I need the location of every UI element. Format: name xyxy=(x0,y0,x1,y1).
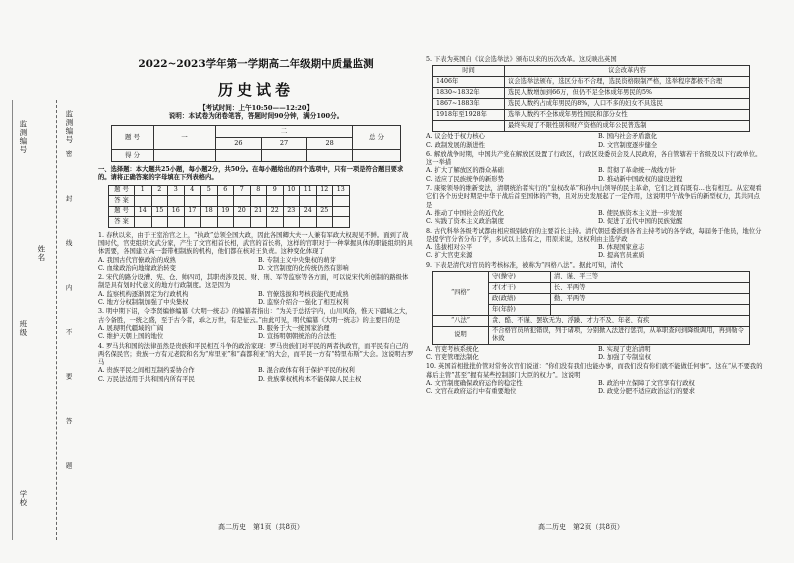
t5-content-cell: 选举人数约不全体成年男性国民和部分女性 xyxy=(505,110,750,121)
q1-option-d: D. 文官制度的化传统仍然有影响 xyxy=(258,264,349,272)
q10-options xyxy=(426,380,766,397)
t9-r0-c2: 清、谨、平三等 xyxy=(551,272,750,283)
score-sec2: 二 xyxy=(216,126,353,138)
question-4: 4. 罗马共和国的法律虽然是贵族和平民相互斗争的政治家现：罗马贵族们对平民的两者执政官，而平民有自己的两名保民官；贵族一方有元老院和名为“库里亚”和“森都利亚”的大会，而平民一方有“特里布斯”大会。这说明古罗马 xyxy=(98,342,414,367)
page-2-footer: 高二历史 第2页（共8页） xyxy=(538,523,624,531)
question-number-cell: 21 xyxy=(250,206,267,217)
score-q27: 27 xyxy=(261,138,307,150)
exam-subject-title: 历史试卷 xyxy=(217,80,294,99)
score-total: 总 分 xyxy=(353,126,401,150)
question-number-cell: 22 xyxy=(267,206,284,217)
answer-cell[interactable] xyxy=(135,196,152,207)
page-1-footer: 高二历史 第1页（共8页） xyxy=(218,523,304,531)
q2-options xyxy=(98,291,414,308)
q9-option-a: A. 官吏考核系统化 xyxy=(426,345,479,353)
t5-time-cell: 1867~1883年 xyxy=(433,99,505,110)
q7-option-d: D. 促进了近代中国的民族觉醒 xyxy=(598,218,683,226)
answer-cell[interactable] xyxy=(168,217,185,228)
q1-options xyxy=(98,257,414,274)
question-2: 2. 宋代的路分设漕、宪、仓、帅四司，其职责涉及民、财、刑、军等监察等各方面，可以说宋代所创制的路级体制是具有划时代意义的地方行政制度。这是因为 xyxy=(98,274,409,290)
q9-option-d: D. 加强了专制皇权 xyxy=(598,353,651,361)
q5-option-d: D. 文官制度逐步健全 xyxy=(598,141,658,149)
answer-grid-row-label: 答 案 xyxy=(109,196,135,207)
school-label: 学校 xyxy=(18,490,28,507)
q4-option-b: B. 混合政体有利于保护平民的权利 xyxy=(258,367,355,375)
answer-cell[interactable] xyxy=(234,196,251,207)
q3-option-a: A. 展现明代疆域的广阔 xyxy=(98,324,164,332)
score-table xyxy=(111,125,401,162)
binding-margin xyxy=(0,0,92,563)
q10-option-a: A. 文官制度确保政府运作的稳定性 xyxy=(426,379,523,387)
answer-cell[interactable] xyxy=(217,217,234,228)
t9-r3-c1: 年(年龄) xyxy=(489,305,551,316)
t9-r1-c2: 长、平两等 xyxy=(551,283,750,294)
q1-option-b: B. 专制主义中央集权的萌芽 xyxy=(258,256,336,264)
answer-cell[interactable] xyxy=(316,196,333,207)
q9-table xyxy=(432,271,750,345)
t9-r3-c2 xyxy=(551,305,750,316)
t5-row xyxy=(433,110,750,121)
t5-head-time: 时间 xyxy=(433,66,505,77)
question-number-cell: 1 xyxy=(135,185,152,196)
t9-note-label: 说明 xyxy=(433,327,489,345)
q7-option-b: B. 使民族资本主义进一步发展 xyxy=(598,209,683,217)
score-cell[interactable] xyxy=(216,150,262,162)
answer-cell[interactable] xyxy=(283,217,300,228)
t5-content-cell: 选民人数约占成年男民的8%，人口不多的妇女不具选民 xyxy=(505,99,750,110)
answer-grid-row xyxy=(109,196,350,207)
question-10: 10. 英国首相批批价管对常务次官们说道：“你们没有我们也能办事，而我们没有你们就不能做任何事”。这在“从不要我的幕后主管”甚至“握有某些控制部门大臣的权力”。这说明 xyxy=(426,363,763,379)
q9-options xyxy=(426,346,766,363)
question-number-cell: 13 xyxy=(333,185,350,196)
answer-cell[interactable] xyxy=(135,217,152,228)
q8-option-d: D. 提高官员素质 xyxy=(598,252,645,260)
answer-cell[interactable] xyxy=(267,217,284,228)
answer-grid-row-label: 题 号 xyxy=(109,185,135,196)
answer-grid-row xyxy=(109,185,350,196)
answer-cell[interactable] xyxy=(333,196,350,207)
q1-option-a: A. 我国古代官僚政治的成熟 xyxy=(98,256,176,264)
question-number-cell: 25 xyxy=(316,206,333,217)
question-5: 5. 下表为英国自《议会选举法》颁布以来的历次改革。这反映出英国 xyxy=(426,56,617,63)
question-number-cell: 20 xyxy=(234,206,251,217)
t5-row xyxy=(433,77,750,88)
answer-cell[interactable] xyxy=(184,217,201,228)
answer-grid-row xyxy=(109,206,350,217)
class-label: 班级 xyxy=(18,320,28,337)
score-cell[interactable] xyxy=(261,150,307,162)
q6-option-c: C. 适应了民族统争的新形势 xyxy=(426,175,504,183)
t5-content-cell: 最终实现了不限性别和财产资格的成年公民普选制 xyxy=(505,121,750,132)
question-number-cell: 15 xyxy=(151,206,168,217)
answer-cell[interactable] xyxy=(316,217,333,228)
question-number-cell: 10 xyxy=(283,185,300,196)
q7-option-c: C. 实践了资本主义政治制度 xyxy=(426,218,504,226)
question-number-cell: 11 xyxy=(300,185,317,196)
t9-note-content: 不合格官员所犯错误，列于诸项，分别掀入法进行惩罚，从革职查问到降级调用，再到勒令休致 xyxy=(489,327,750,345)
t9-eight-methods: “八法” xyxy=(433,316,489,327)
answer-grid-row xyxy=(109,217,350,228)
exam-no-label: 监测编号 xyxy=(64,110,74,144)
t5-content-cell: 选民人数增加到66万，但仍不足全体成年男民的5% xyxy=(505,88,750,99)
score-cell[interactable] xyxy=(353,150,401,162)
q8-option-a: A. 选拔相对公平 xyxy=(426,244,473,252)
exam-time: 【考试时间：上午10:50——12:20】 xyxy=(198,103,314,112)
question-number-cell: 12 xyxy=(316,185,333,196)
answer-grid-row-label: 答 案 xyxy=(109,217,135,228)
q6-option-b: B. 贯彻了革命统一战线方针 xyxy=(598,167,676,175)
question-9: 9. 下表是清代对官员的考核标准，被称为“四格八法”。据此可知，清代 xyxy=(426,261,624,269)
question-number-cell: 14 xyxy=(135,206,152,217)
t5-row xyxy=(433,121,750,132)
q6-option-a: A. 扩大了解放区的群众基础 xyxy=(426,167,504,175)
score-q28: 28 xyxy=(307,138,353,150)
question-6: 6. 解放战争时期，中国共产党在解放区设置了行政区，行政区设委员会及人民政府，各自管辖若干省级及以下行政单位。这一举措 xyxy=(426,150,762,167)
section-1-instructions: 一、选择题：本大题共25小题，每小题2分，共50分。在每小题给出的四个选项中，只有一项是符合题目要求的。请将正确答案的字母填在下列表格内。 xyxy=(98,166,404,182)
q10-option-d: D. 政党分肥不适应政治运行的要求 xyxy=(598,388,695,396)
answer-cell[interactable] xyxy=(168,196,185,207)
question-number-cell: 18 xyxy=(201,206,218,217)
score-row-label: 得 分 xyxy=(112,150,154,162)
q5-option-b: B. 国内社会矛盾激化 xyxy=(598,133,658,141)
question-number-cell: 5 xyxy=(201,185,218,196)
question-1: 1. 春秋以来，由于王室治官之上，“执政”总领全国大政，因此各国卿大夫一人兼有军政大权现见不鲜。面到了战国时代，官吏组织文武分家，产生了文官相首长相，武官的首长将，这样的官职对于一种掌握具体的职能组织的具体需要，各国建立高一套带相制族的机构，他们都在核对王负责。这种变化体现了 xyxy=(98,231,413,256)
q4-option-d: D. 贵族掌权机构本不能保障人民主权 xyxy=(258,375,362,383)
question-number-cell: 2 xyxy=(151,185,168,196)
t9-r2-c1: 政(政绩) xyxy=(489,294,551,305)
page-2 xyxy=(426,0,766,563)
q8-option-c: C. 扩大官吏来源 xyxy=(426,252,473,260)
t5-content-cell: 议会选举法颁布，选区分布不合理，选民资格限制严格，选举程序都极不合理 xyxy=(505,77,750,88)
question-number-cell: 24 xyxy=(300,206,317,217)
q2-option-a: A. 监察机构逐渐固定为行政机构 xyxy=(98,290,189,298)
question-number-cell: 4 xyxy=(184,185,201,196)
t9-r0-c1: 守(操守) xyxy=(489,272,551,283)
answer-cell[interactable] xyxy=(250,196,267,207)
t5-row xyxy=(433,88,750,99)
q4-options xyxy=(98,367,414,384)
t5-time-cell: 1918年至1928年 xyxy=(433,110,505,121)
question-number-cell: 17 xyxy=(184,206,201,217)
score-cell[interactable] xyxy=(154,150,216,162)
q8-option-b: B. 体现国家意志 xyxy=(598,244,645,252)
q9-option-c: C. 官吏管理法制化 xyxy=(426,353,479,361)
answer-cell[interactable] xyxy=(283,196,300,207)
score-sec1: 一 xyxy=(154,126,216,150)
answer-grid-row-label: 题 号 xyxy=(109,206,135,217)
answer-cell[interactable] xyxy=(300,217,317,228)
answer-cell[interactable] xyxy=(217,196,234,207)
q6-option-d: D. 推动新中国政权的建设进程 xyxy=(598,175,683,183)
question-number-cell xyxy=(333,206,350,217)
answer-cell[interactable] xyxy=(234,217,251,228)
score-q26: 26 xyxy=(216,138,262,150)
q3-option-c: C. 维护天朝上国的地位 xyxy=(98,333,164,341)
answer-cell[interactable] xyxy=(151,217,168,228)
q2-option-b: B. 官僚选拔和考核获能代更成熟 xyxy=(258,290,349,298)
q5-table xyxy=(432,65,750,132)
exam-note: 说明：本试卷为闭卷笔答，答题时间90分钟，满分100分。 xyxy=(168,112,344,121)
q4-option-c: C. 万民法适用于共和国内所有平民 xyxy=(98,375,195,383)
q3-option-d: D. 宣扬明朝朝统治的合法性 xyxy=(258,333,337,341)
question-number-cell: 6 xyxy=(217,185,234,196)
q5-option-a: A. 议会处于权力核心 xyxy=(426,133,485,141)
score-cell[interactable] xyxy=(307,150,353,162)
question-3: 3. 明中期下诏，令李贤编修编纂《大明一统志》的编纂者指出：“为关于总括宇内，山川风俗，惟天下疆域之大，古今备胜，一统之盛，至于古今者，乖之万世，有是征云。”由此可见，明代编纂《大明一统志》的主要目的是 xyxy=(98,308,412,324)
score-head: 题 号 xyxy=(112,126,154,150)
answer-cell[interactable] xyxy=(250,217,267,228)
q7-option-a: A. 推动了中国社会的近代化 xyxy=(426,209,504,217)
q3-option-b: B. 服务于大一统国家治理 xyxy=(258,324,330,332)
question-number-cell: 16 xyxy=(168,206,185,217)
margin-solid-line xyxy=(12,100,13,540)
question-7: 7. 康梁领导的维新变法，清朝统治者实行的“皇权改革”和孙中山领导的民主革命，它们之间有既有…也有相互。从宏观看它们各个历史时期是中华干战后首至国体的产物，且对历史发展起了一定作用，这说明甲午战争后的新型权力，其共同点是 xyxy=(426,185,762,209)
q2-option-c: C. 地方分权制制加强了中央集权 xyxy=(98,299,189,307)
answer-cell[interactable] xyxy=(267,196,284,207)
question-8: 8. 古代科举各级考试都由相应级别政府的主要首长主持。清代朝廷委派到各省主持考试的各学政，每届务于他员，地位分是提学官分省分布了学，多试以上选有之，用原来说，这权利由主选学政 xyxy=(426,227,762,243)
answer-cell[interactable] xyxy=(333,217,350,228)
q2-option-d: D. 监察介绍合一强化了相互权利 xyxy=(258,299,349,307)
q1-option-c: C. 血缘政治向地缘政治转变 xyxy=(98,264,176,272)
q4-option-a: A. 贵族平民之间相互制约妥协合作 xyxy=(98,367,195,375)
answer-cell[interactable] xyxy=(201,196,218,207)
t9-r2-c2: 勤、平两等 xyxy=(551,294,750,305)
q10-option-b: B. 政治中立保障了文官享有行政权 xyxy=(598,379,695,387)
seal-warning: 密 封 线 内 不 要 答 题 xyxy=(64,150,73,487)
q5-option-c: C. 政制发展的渐进性 xyxy=(426,141,485,149)
q3-options xyxy=(98,325,414,342)
q7-options xyxy=(426,210,766,227)
question-number-cell: 8 xyxy=(250,185,267,196)
q8-options xyxy=(426,244,766,261)
q6-options xyxy=(426,167,766,184)
t9-r1-c1: 才(才干) xyxy=(489,283,551,294)
answer-cell[interactable] xyxy=(184,196,201,207)
t5-head-content: 议会改革内容 xyxy=(505,66,750,77)
question-number-cell: 19 xyxy=(217,206,234,217)
t5-time-cell xyxy=(433,121,505,132)
t9-eight-methods-content: 贪、酷、不谨、罢软无为、浮躁、才力不及、年老、有疾 xyxy=(489,316,750,327)
question-number-cell: 7 xyxy=(234,185,251,196)
answer-cell[interactable] xyxy=(201,217,218,228)
answer-cell[interactable] xyxy=(151,196,168,207)
question-number-cell: 3 xyxy=(168,185,185,196)
name-label: 姓名 xyxy=(36,245,46,262)
exam-no-label-2: 监测编号 xyxy=(18,120,28,154)
t5-row xyxy=(433,99,750,110)
q10-option-c: C. 文官在政府运行中有重要地位 xyxy=(426,388,517,396)
answer-grid xyxy=(108,185,350,228)
seal-dashed-line xyxy=(56,100,57,540)
q5-options xyxy=(426,133,766,150)
t5-time-cell: 1830~1832年 xyxy=(433,88,505,99)
question-number-cell: 9 xyxy=(267,185,284,196)
q9-option-b: B. 实现了吏治清明 xyxy=(598,345,651,353)
t5-time-cell: 1406年 xyxy=(433,77,505,88)
answer-cell[interactable] xyxy=(300,196,317,207)
page-1 xyxy=(98,0,414,563)
question-number-cell: 23 xyxy=(283,206,300,217)
exam-heading: 2022~2023学年第一学期高二年级期中质量监测 xyxy=(138,58,374,70)
t9-four-grades: “四格” xyxy=(433,272,489,316)
